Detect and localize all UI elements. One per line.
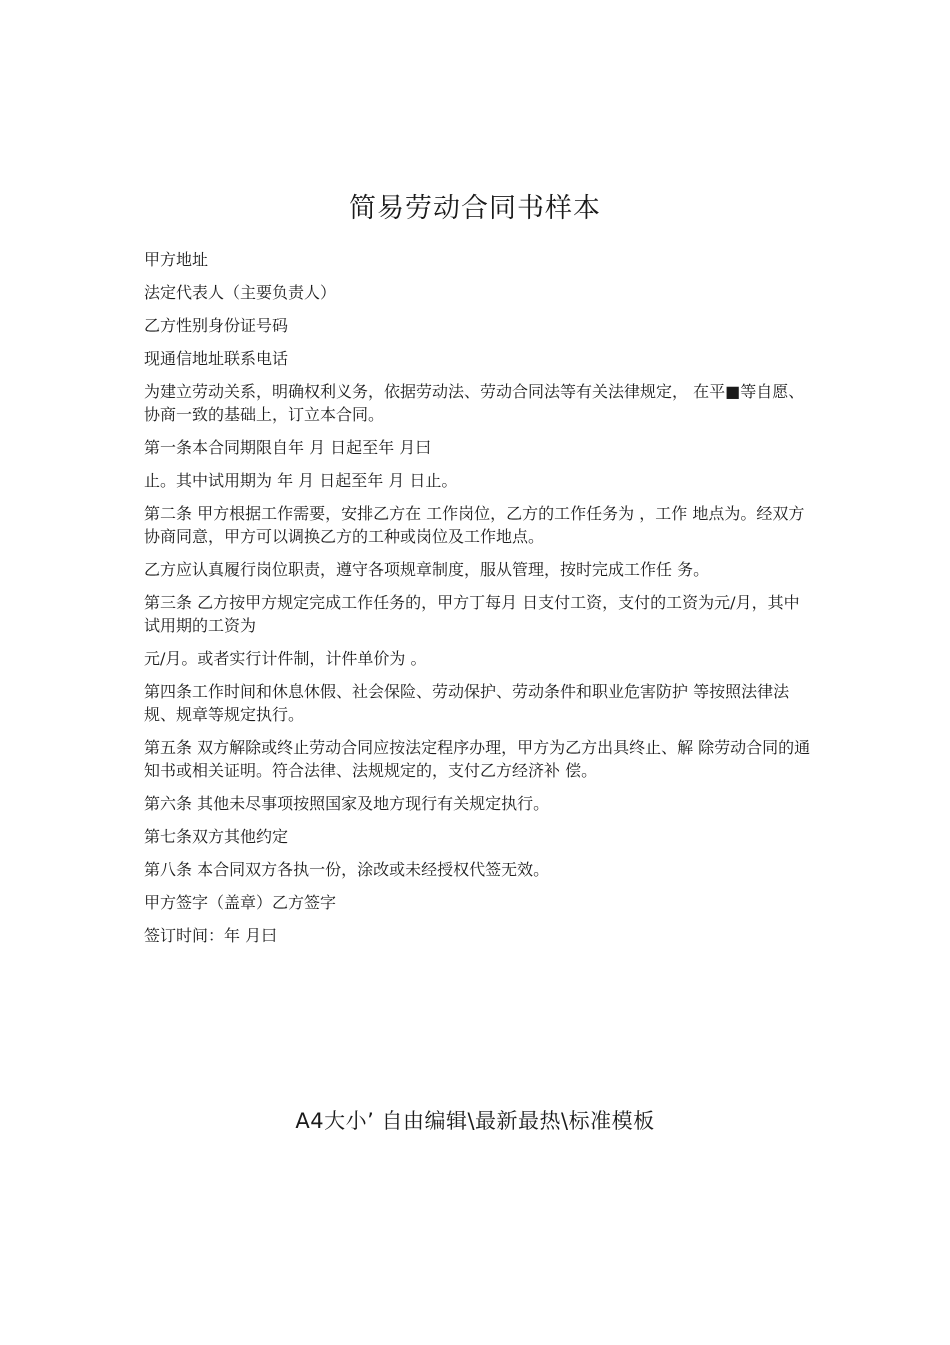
paragraph-article-3-piecework: 元/月。或者实行计件制，计件单价为 。 [144,649,427,668]
footer-template-note: A4大小’ 自由编辑\最新最热\标准模板 [295,1109,655,1133]
paragraph-article-4: 第四条工作时间和休息休假、社会保险、劳动保护、劳动条件和职业危害防护 等按照法律法规、规章等规定执行。 [144,682,790,724]
paragraph-party-a-address: 甲方地址 [144,250,209,269]
paragraph-contact-info: 现通信地址联系电话 [144,349,289,368]
paragraph-article-3: 第三条 乙方按甲方规定完成工作任务的，甲方丁每月 日支付工资，支付的工资为元/月，其中试用期的工资为 [144,593,800,635]
paragraph-article-1: 第一条本合同期限自年 月 日起至年 月曰 [144,438,432,457]
contract-body [144,248,812,957]
paragraph-article-2-duties: 乙方应认真履行岗位职责，遵守各项规章制度，服从管理，按时完成工作任 务。 [144,560,710,579]
paragraph-article-2: 第二条 甲方根据工作需要，安排乙方在 工作岗位，乙方的工作任务为 ，工作 地点为。经双方协商同意，甲方可以调换乙方的工种或岗位及工作地点。 [144,504,805,546]
paragraph-article-7: 第七条双方其他约定 [144,827,289,846]
paragraph-signing-date: 签订时间：年 月曰 [144,926,278,945]
paragraph-legal-representative: 法定代表人（主要负责人） [144,283,337,302]
paragraph-preamble: 为建立劳动关系，明确权利义务，依据劳动法、劳动合同法等有关法律规定， 在平■等自愿、协商一致的基础上，订立本合同。 [144,382,805,424]
document-title: 简易劳动合同书样本 [349,193,601,224]
paragraph-party-b-info: 乙方性别身份证号码 [144,316,289,335]
paragraph-article-6: 第六条 其他未尽事项按照国家及地方现行有关规定执行。 [144,794,550,813]
paragraph-article-8: 第八条 本合同双方各执一份，涂改或未经授权代签无效。 [144,860,550,879]
paragraph-article-1-probation: 止。其中试用期为 年 月 日起至年 月 日止。 [144,471,458,490]
paragraph-signatures: 甲方签字（盖章）乙方签字 [144,893,337,912]
paragraph-article-5: 第五条 双方解除或终止劳动合同应按法定程序办理，甲方为乙方出具终止、解 除劳动合同的通知书或相关证明。符合法律、法规规定的，支付乙方经济补 偿。 [144,738,811,780]
